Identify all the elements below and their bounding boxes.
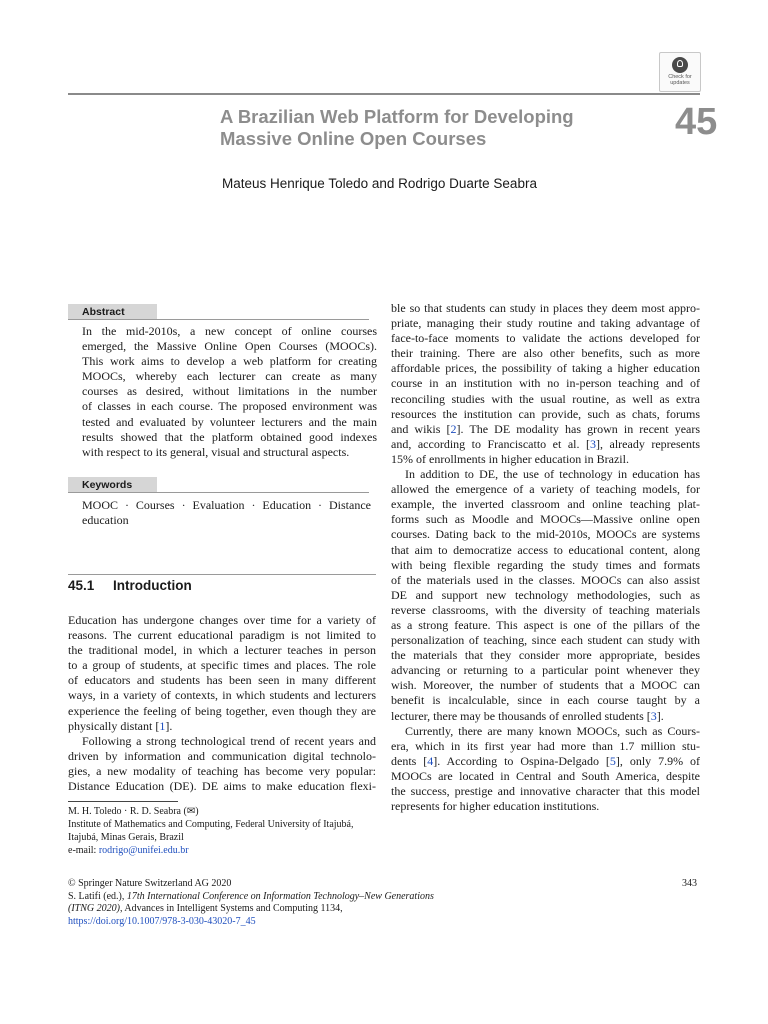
text-line: DE and support new technology methodologies, such as <box>391 587 700 602</box>
text-line: In the mid-2010s, a new concept of online courses <box>82 324 377 338</box>
text-line: of educators and students has been seen in many different <box>68 673 376 688</box>
text-line: the traditional model, in which a lecturer teaches in person <box>68 643 376 658</box>
introduction-right-column <box>391 301 700 814</box>
text-line: with being flexible regarding the study times and formats <box>391 557 700 572</box>
text-line: benefit is incalculable, since in each course taught by a <box>391 693 700 708</box>
text-line: reasons. The current educational paradigm is not limited to <box>68 628 376 643</box>
text-line: and wikis [2]. The DE modality has grown in recent years <box>391 421 701 436</box>
text-line: courses. Dating back to the mid-2010s, MOOCs are systems <box>391 527 700 542</box>
keywords-label: Keywords <box>82 479 133 491</box>
email-link[interactable]: rodrigo@unifei.edu.br <box>98 845 189 856</box>
keywords-body <box>82 498 371 528</box>
text-line: 15% of enrollments in higher education in Brazil. <box>391 451 629 466</box>
chapter-number: 45 <box>675 101 718 143</box>
text-line: of classes in each course. The proposed environment was <box>82 399 377 414</box>
citation-link[interactable]: 5 <box>609 753 616 768</box>
citation-link[interactable]: 1 <box>159 718 166 733</box>
text-line: course in an institution with no in-person teaching and of <box>391 376 700 391</box>
introduction-left-column <box>68 613 376 794</box>
title-line: Massive Online Open Courses <box>220 128 487 149</box>
doi-link[interactable]: https://doi.org/10.1007/978-3-030-43020-7_45 <box>68 915 256 927</box>
text-line: Following a strong technological trend of recent years and <box>82 733 376 748</box>
footnote-divider <box>68 801 178 802</box>
text-line: priate, managing their study routine and taking advantage of <box>391 316 700 331</box>
text-line: reconciling studies with the usual routine, as well as extra <box>391 391 700 406</box>
text-line: forms such as Moodle and MOOCs—Massive online open <box>391 512 700 527</box>
section-title: Introduction <box>113 578 192 593</box>
text-line: education <box>82 513 129 528</box>
text-line: Education has undergone changes over time for a variety of <box>68 613 376 627</box>
abstract-label: Abstract <box>82 306 125 318</box>
text-line: Currently, there are many known MOOCs, such as Cours- <box>405 723 700 738</box>
copyright-block <box>68 878 468 928</box>
text-line: allowed the emergence of a variety of teaching models, for <box>391 482 700 497</box>
title-line: A Brazilian Web Platform for Developing <box>220 106 574 127</box>
author-list: Mateus Henrique Toledo and Rodrigo Duarte Seabra <box>222 176 537 191</box>
abstract-body <box>82 324 377 460</box>
text-line: advancing or returning to a particular point whenever they <box>391 663 700 678</box>
text-line: represents for higher education institutions. <box>391 799 600 814</box>
copyright-line: © Springer Nature Switzerland AG 2020 <box>68 878 232 889</box>
text-line: that aim to democratize access to educational content, along <box>391 542 700 557</box>
text-line: with respect to its general, visual and structural aspects. <box>82 444 350 459</box>
footnote-affiliation: Institute of Mathematics and Computing, Federal University of Itajubá, <box>68 819 354 830</box>
text-line: and, according to Franciscatto et al. [3], already represents <box>391 436 700 451</box>
text-line: emerged, the Massive Online Open Courses (MOOCs). <box>82 339 377 354</box>
badge-text-line2: updates <box>670 80 690 86</box>
top-divider <box>68 93 700 95</box>
citation-link[interactable]: 4 <box>427 753 434 768</box>
text-line: dents [4]. According to Ospina-Delgado [5], only 7.9% of <box>391 753 700 768</box>
chapter-title <box>220 106 640 150</box>
footnote-email: e-mail: rodrigo@unifei.edu.br <box>68 845 189 856</box>
citation-link[interactable]: 2 <box>450 421 457 436</box>
keywords-label-bar <box>68 477 369 493</box>
text-line: tested and evaluated by volunteer lecturers and the main <box>82 414 377 429</box>
text-line: MOOCs, whereby each lecturer can create as many <box>82 369 377 384</box>
reference-line: (ITNG 2020), Advances in Intelligent Systems and Computing 1134, <box>68 903 343 914</box>
text-line: the materials that they consider more appropriate, besides <box>391 648 700 663</box>
text-line: era, which in its first year had more than 1.7 million stu- <box>391 738 700 753</box>
section-number: 45.1 <box>68 578 95 593</box>
text-line: gies, a new modality of teaching has become very popular: <box>68 763 376 778</box>
text-line: ble so that students can study in places they deem most appro- <box>391 301 700 315</box>
footnote-affiliation: Itajubá, Minas Gerais, Brazil <box>68 832 184 843</box>
text-line: driven by information and communication digital technolo- <box>68 748 376 763</box>
text-line: their training. There are also other benefits, such as more <box>391 346 700 361</box>
bookmark-icon <box>672 57 688 73</box>
text-line: resources the institution can provide, such as chats, forums <box>391 406 700 421</box>
text-line: MOOC · Courses · Evaluation · Education · Distance <box>82 498 371 512</box>
text-line: ways, in a variety of contexts, in which students and lecturers <box>68 688 376 703</box>
section-heading <box>68 577 192 595</box>
text-line: results showed that the platform obtained good indexes <box>82 429 377 444</box>
citation-link[interactable]: 3 <box>650 708 657 723</box>
text-line: face-to-face moments to validate the actions developed for <box>391 331 700 346</box>
text-line: physically distant [1]. <box>68 718 173 733</box>
text-line: MOOCs are located in Central and South America, despite <box>391 768 700 783</box>
text-line: experience the feeling of being together, even though they are <box>68 703 376 718</box>
text-line: of the materials used in the classes. MOOCs can also assist <box>391 572 700 587</box>
author-footnote <box>68 805 378 857</box>
text-line: as a strong feature. This aspect is one of the pillars of the <box>391 617 700 632</box>
text-line: wish. Moreover, the number of students that a MOOC can <box>391 678 700 693</box>
citation-link[interactable]: 3 <box>590 436 597 451</box>
reference-line: S. Latifi (ed.), 17th International Conference on Information Technology–New Generations <box>68 890 434 902</box>
text-line: lecturer, there may be thousands of enrolled students [3]. <box>391 708 664 723</box>
text-line: example, the inverted classroom and online teaching plat- <box>391 497 700 512</box>
check-for-updates-badge[interactable] <box>659 52 701 92</box>
text-line: Distance Education (DE). DE aims to make education flexi- <box>68 779 376 794</box>
text-line: This work aims to develop a web platform for creating <box>82 354 377 369</box>
text-line: affordable prices, the possibility of taking a higher education <box>391 361 700 376</box>
footnote-authors: M. H. Toledo · R. D. Seabra (✉) <box>68 806 199 817</box>
text-line: reverse classrooms, with the diversity of teaching materials <box>391 602 700 617</box>
section-divider <box>68 574 376 575</box>
abstract-label-bar <box>68 304 369 320</box>
text-line: personalization of teaching, since each student can study with <box>391 633 700 648</box>
page-number: 343 <box>682 878 697 889</box>
text-line: the success, prestige and innovative character that this model <box>391 784 700 798</box>
text-line: In addition to DE, the use of technology in education has <box>405 467 700 482</box>
badge-text-line1: Check for <box>668 74 692 80</box>
text-line: courses as desired, without limitations in the number <box>82 384 377 399</box>
text-line: to a group of students, at specific times and places. The role <box>68 658 376 673</box>
